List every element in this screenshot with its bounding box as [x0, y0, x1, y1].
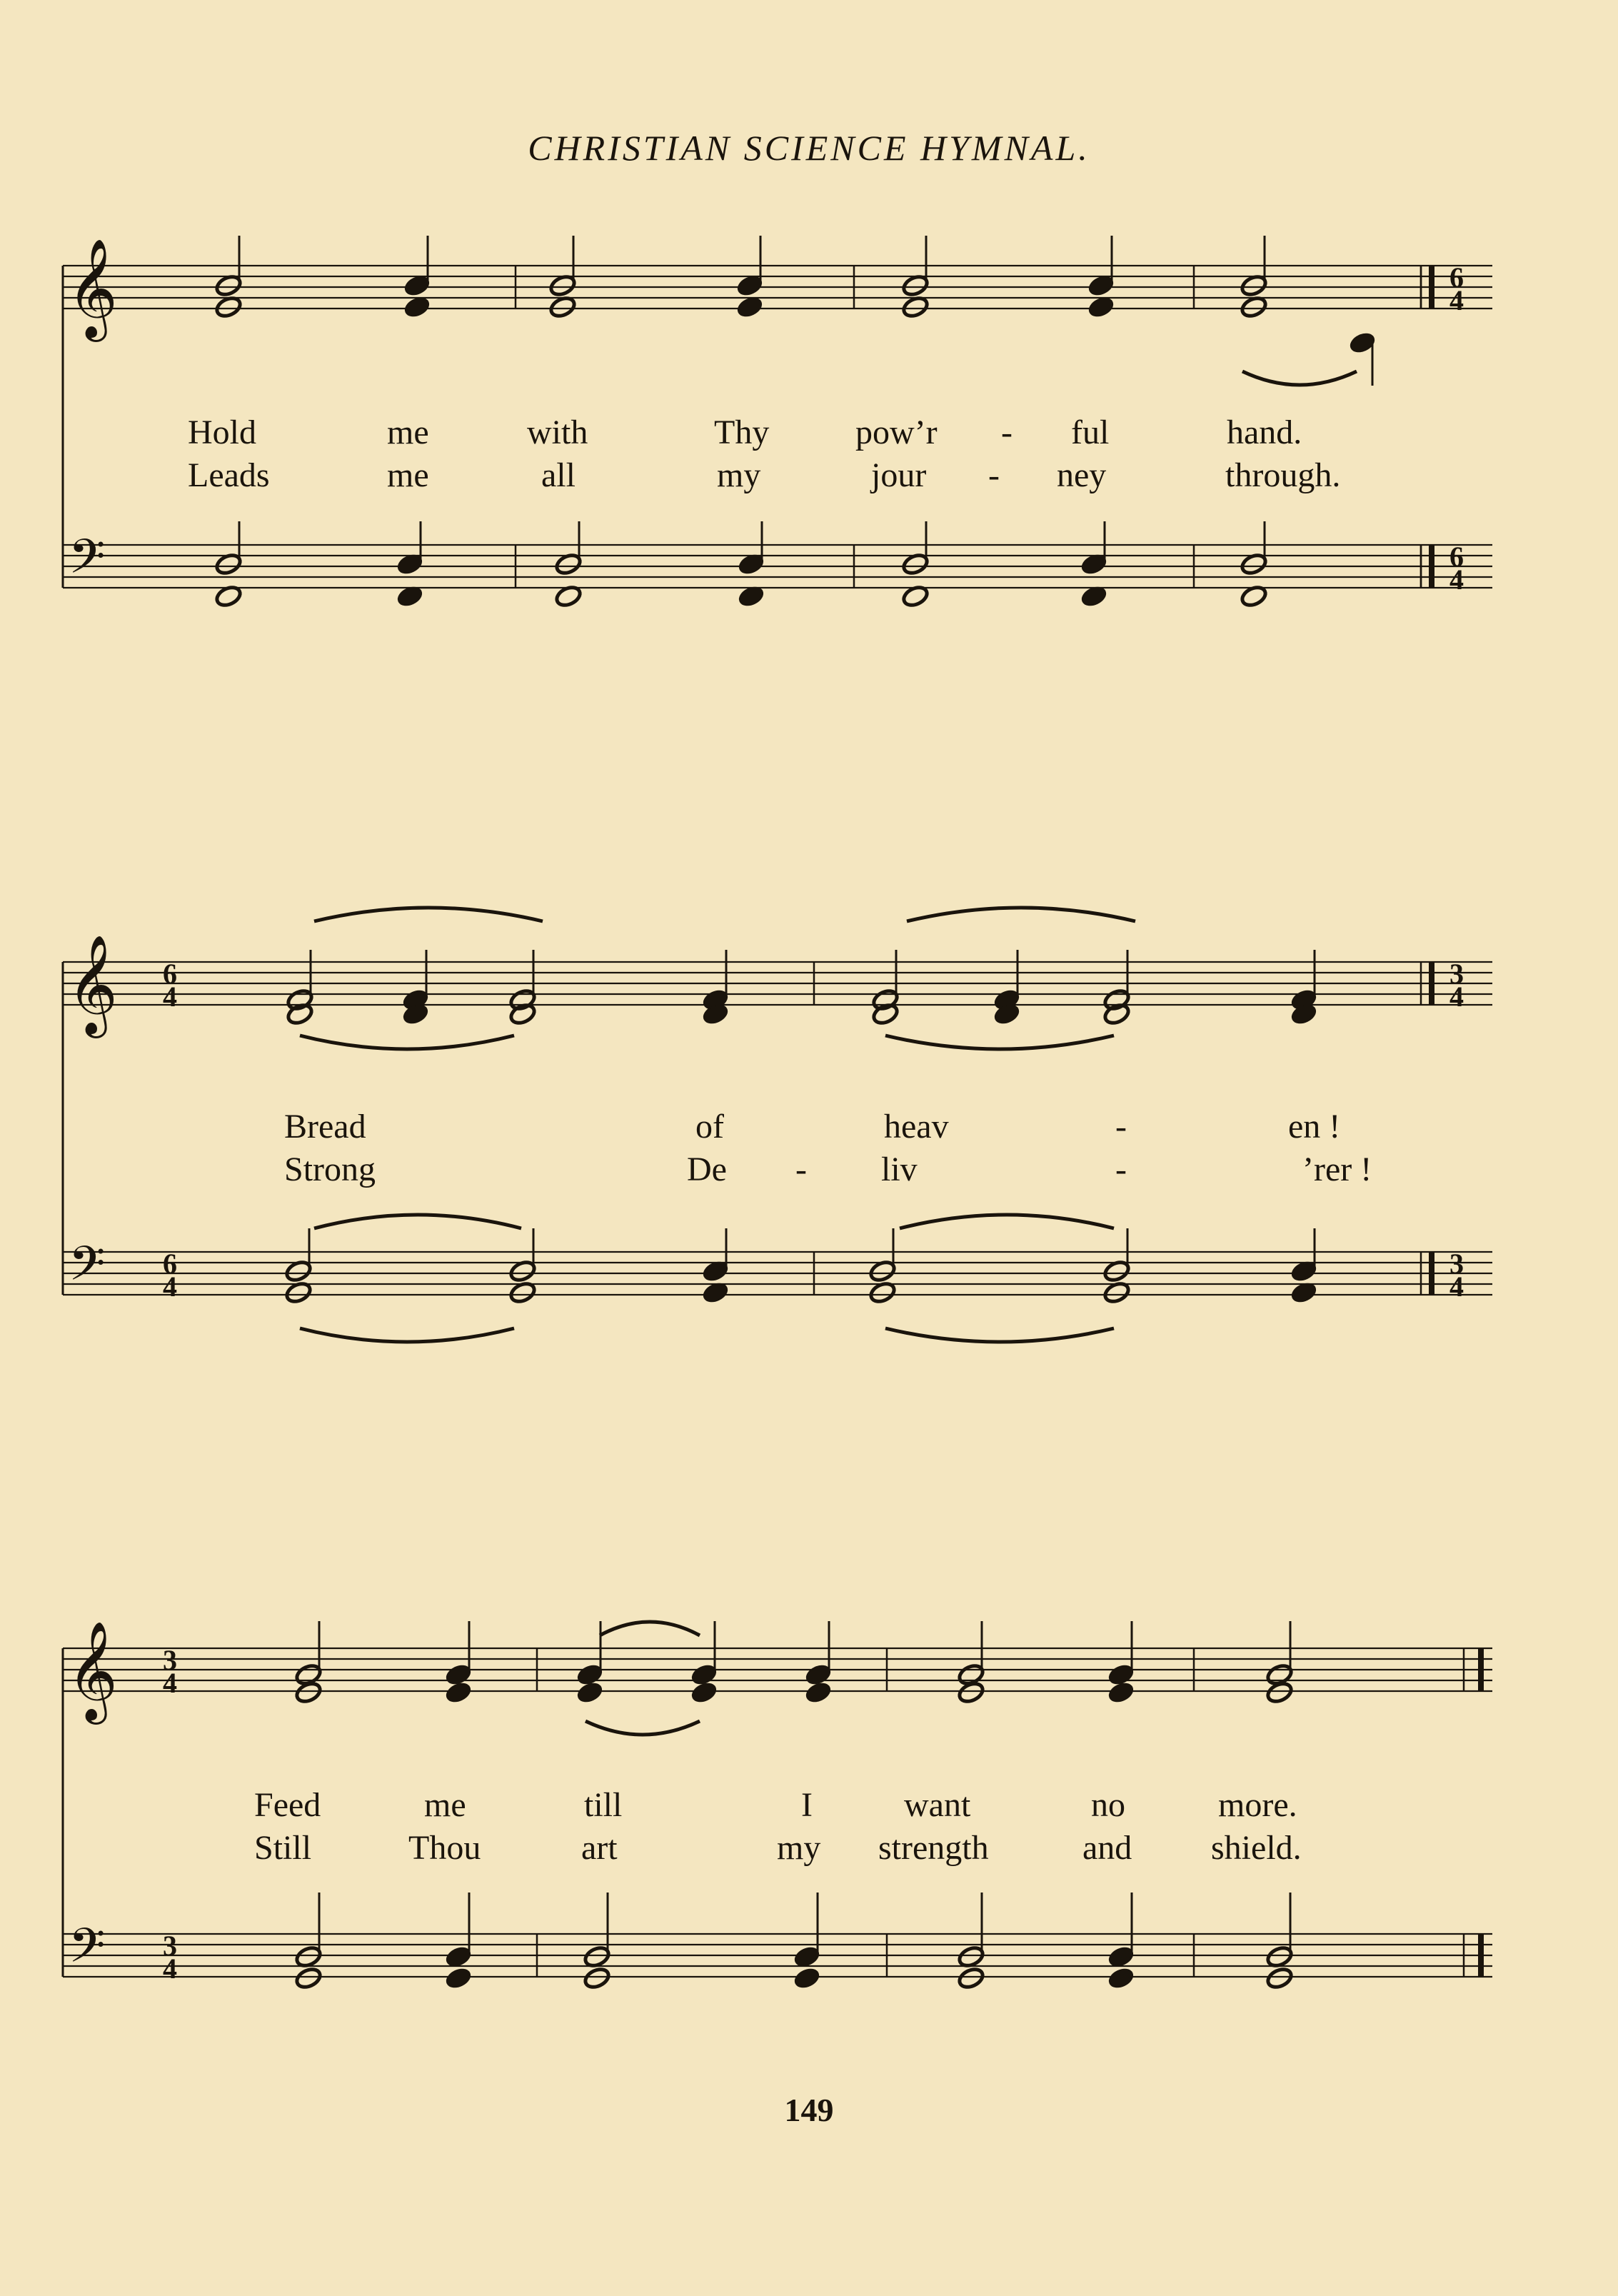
treble-clef: 𝄞 [67, 937, 118, 1032]
half-note [957, 1966, 985, 1990]
quarter-note [1107, 1966, 1135, 1990]
time-signature-bottom: 4 [1449, 563, 1464, 596]
lyric-word: Bread [284, 1108, 366, 1146]
time-signature-top: 3 [1449, 958, 1464, 990]
lyric-word: Feed [254, 1786, 321, 1824]
tie [300, 1328, 514, 1342]
lyric-word: of [695, 1108, 724, 1146]
tie [907, 908, 1135, 921]
half-note [957, 1680, 985, 1705]
lyric-word: Leads [188, 456, 270, 494]
quarter-note [444, 1966, 473, 1990]
quarter-note [793, 1966, 821, 1990]
lyric-word: and [1082, 1829, 1132, 1867]
half-note [1265, 1966, 1294, 1990]
lyric-word: Still [254, 1829, 312, 1867]
tie [600, 1622, 700, 1635]
running-header: CHRISTIAN SCIENCE HYMNAL. [528, 128, 1090, 168]
lyric-word: me [424, 1786, 466, 1824]
lyric-word: jour [871, 456, 927, 494]
half-note [294, 1680, 323, 1705]
lyric-word: hand. [1227, 413, 1302, 451]
quarter-note [576, 1680, 604, 1705]
treble-clef: 𝄞 [67, 241, 118, 336]
lyric-hyphen: - [1001, 413, 1012, 451]
time-signature-top: 3 [163, 1930, 177, 1962]
time-signature-top: 6 [163, 1248, 177, 1280]
tie [1242, 371, 1357, 385]
time-signature-bottom: 4 [163, 1667, 177, 1699]
time-signature-top: 3 [163, 1644, 177, 1676]
bass-clef: 𝄢 [69, 1921, 106, 1984]
lyric-word: till [584, 1786, 623, 1824]
bass-clef: 𝄢 [69, 532, 106, 595]
quarter-note [804, 1680, 833, 1705]
bass-clef: 𝄢 [69, 1239, 106, 1302]
lyric-word: my [777, 1829, 821, 1867]
lyric-word: me [387, 413, 429, 451]
lyric-word: ney [1057, 456, 1107, 494]
lyric-hyphen: - [795, 1150, 807, 1188]
time-signature-top: 6 [163, 958, 177, 990]
time-signature-top: 6 [1449, 541, 1464, 573]
lyric-word: me [387, 456, 429, 494]
lyric-word: through. [1225, 456, 1341, 494]
quarter-note [1107, 1680, 1135, 1705]
lyric-word: art [581, 1829, 618, 1867]
tie [314, 908, 543, 921]
lyric-word: shield. [1211, 1829, 1302, 1867]
quarter-note [444, 1680, 473, 1705]
lyric-word: liv [881, 1150, 918, 1188]
quarter-note [690, 1680, 718, 1705]
tie [586, 1721, 700, 1735]
lyric-word: ful [1071, 413, 1110, 451]
lyric-word: Thy [714, 413, 770, 451]
tie [314, 1215, 521, 1228]
lyric-word: De [687, 1150, 727, 1188]
lyric-word: strength [878, 1829, 989, 1867]
lyric-word: no [1091, 1786, 1125, 1824]
time-signature-bottom: 4 [163, 981, 177, 1013]
lyric-word: more. [1218, 1786, 1297, 1824]
lyric-word: pow’r [855, 413, 938, 451]
time-signature-bottom: 4 [1449, 981, 1464, 1013]
lyric-word: my [717, 456, 761, 494]
time-signature-top: 6 [1449, 261, 1464, 294]
tie [300, 1036, 514, 1049]
lyric-hyphen: - [1115, 1108, 1127, 1146]
tie [900, 1215, 1114, 1228]
lyric-word: Strong [284, 1150, 376, 1188]
lyric-word: Thou [408, 1829, 481, 1867]
time-signature-bottom: 4 [163, 1270, 177, 1303]
tie [885, 1036, 1114, 1049]
lyric-word: all [541, 456, 576, 494]
lyric-word: with [527, 413, 588, 451]
lyric-word: heav [884, 1108, 949, 1146]
lyric-word: ’rer ! [1302, 1150, 1372, 1188]
treble-clef: 𝄞 [67, 1623, 118, 1718]
page-number: 149 [784, 2092, 834, 2128]
time-signature-bottom: 4 [1449, 1270, 1464, 1303]
lyric-word: en ! [1288, 1108, 1341, 1146]
lyric-hyphen: - [1115, 1150, 1127, 1188]
half-note [294, 1966, 323, 1990]
half-note [1265, 1680, 1294, 1705]
time-signature-top: 3 [1449, 1248, 1464, 1280]
lyric-hyphen: - [988, 456, 1000, 494]
lyric-word: want [904, 1786, 971, 1824]
half-note [583, 1966, 611, 1990]
time-signature-bottom: 4 [1449, 284, 1464, 316]
lyric-word: I [801, 1786, 813, 1824]
tie [885, 1328, 1114, 1342]
lyric-word: Hold [188, 413, 256, 451]
time-signature-bottom: 4 [163, 1952, 177, 1985]
